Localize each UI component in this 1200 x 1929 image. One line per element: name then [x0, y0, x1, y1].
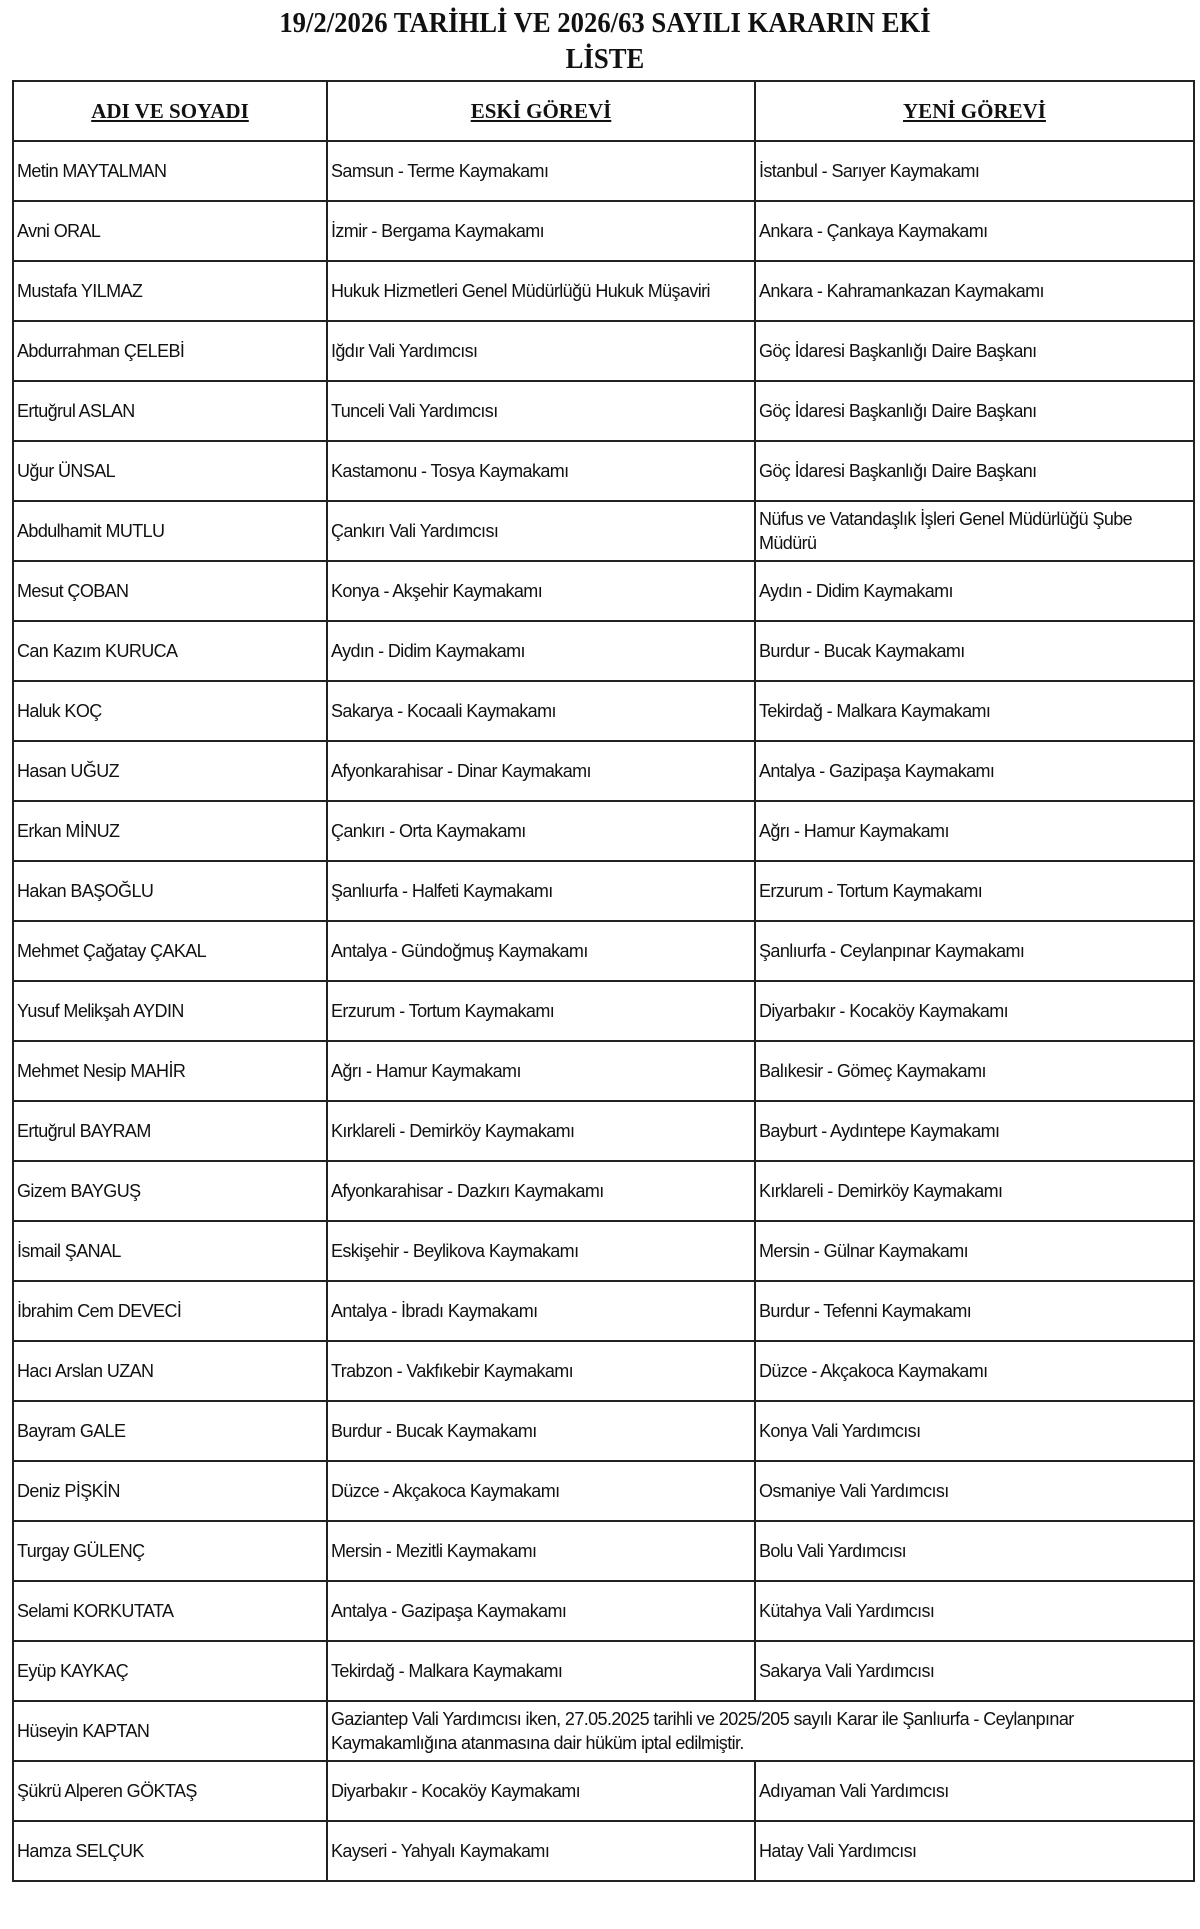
cell-new-position: Bayburt - Aydıntepe Kaymakamı — [755, 1101, 1194, 1161]
cell-name: Hasan UĞUZ — [13, 741, 327, 801]
cell-new-position: Göç İdaresi Başkanlığı Daire Başkanı — [755, 441, 1194, 501]
table-row — [13, 1521, 1194, 1581]
table-row — [13, 201, 1194, 261]
cell-old-position: Antalya - İbradı Kaymakamı — [327, 1281, 755, 1341]
appointment-table — [12, 80, 1195, 1882]
cell-name: Avni ORAL — [13, 201, 327, 261]
table-row — [13, 441, 1194, 501]
cell-name: Ertuğrul ASLAN — [13, 381, 327, 441]
cell-new-position: Düzce - Akçakoca Kaymakamı — [755, 1341, 1194, 1401]
table-row — [13, 321, 1194, 381]
cell-new-position: Ankara - Çankaya Kaymakamı — [755, 201, 1194, 261]
cell-new-position: Burdur - Bucak Kaymakamı — [755, 621, 1194, 681]
cell-name: Mesut ÇOBAN — [13, 561, 327, 621]
cell-name: Eyüp KAYKAÇ — [13, 1641, 327, 1701]
table-row — [13, 921, 1194, 981]
cell-name: Erkan MİNUZ — [13, 801, 327, 861]
header-new-position: YENİ GÖREVİ — [755, 81, 1194, 141]
cell-old-position: Erzurum - Tortum Kaymakamı — [327, 981, 755, 1041]
cell-name: Turgay GÜLENÇ — [13, 1521, 327, 1581]
cell-old-position: Konya - Akşehir Kaymakamı — [327, 561, 755, 621]
table-row — [13, 1161, 1194, 1221]
table-row — [13, 1581, 1194, 1641]
cell-name: İsmail ŞANAL — [13, 1221, 327, 1281]
cell-new-position: Hatay Vali Yardımcısı — [755, 1821, 1194, 1881]
table-row — [13, 621, 1194, 681]
cell-new-position: Mersin - Gülnar Kaymakamı — [755, 1221, 1194, 1281]
table-row — [13, 1641, 1194, 1701]
cell-old-position: İzmir - Bergama Kaymakamı — [327, 201, 755, 261]
cell-old-position: Eskişehir - Beylikova Kaymakamı — [327, 1221, 755, 1281]
table-row — [13, 501, 1194, 561]
cell-new-position: Burdur - Tefenni Kaymakamı — [755, 1281, 1194, 1341]
cell-name: Uğur ÜNSAL — [13, 441, 327, 501]
cell-old-position: Şanlıurfa - Halfeti Kaymakamı — [327, 861, 755, 921]
cell-name: Hüseyin KAPTAN — [13, 1701, 327, 1761]
cell-new-position: Aydın - Didim Kaymakamı — [755, 561, 1194, 621]
cell-name: İbrahim Cem DEVECİ — [13, 1281, 327, 1341]
table-row — [13, 381, 1194, 441]
cell-new-position: Nüfus ve Vatandaşlık İşleri Genel Müdürlüğü Şube Müdürü — [755, 501, 1194, 561]
cell-new-position: Ağrı - Hamur Kaymakamı — [755, 801, 1194, 861]
cell-new-position: Adıyaman Vali Yardımcısı — [755, 1761, 1194, 1821]
header-old-position: ESKİ GÖREVİ — [327, 81, 755, 141]
table-row — [13, 261, 1194, 321]
table-row — [13, 1701, 1194, 1761]
cell-name: Haluk KOÇ — [13, 681, 327, 741]
cell-new-position: Antalya - Gazipaşa Kaymakamı — [755, 741, 1194, 801]
cell-old-position: Hukuk Hizmetleri Genel Müdürlüğü Hukuk Müşaviri — [327, 261, 755, 321]
cell-name: Hakan BAŞOĞLU — [13, 861, 327, 921]
table-row — [13, 801, 1194, 861]
cell-new-position: İstanbul - Sarıyer Kaymakamı — [755, 141, 1194, 201]
cell-old-position: Tunceli Vali Yardımcısı — [327, 381, 755, 441]
cell-new-position: Erzurum - Tortum Kaymakamı — [755, 861, 1194, 921]
cell-old-position: Çankırı - Orta Kaymakamı — [327, 801, 755, 861]
cell-new-position: Tekirdağ - Malkara Kaymakamı — [755, 681, 1194, 741]
document-subtitle: LİSTE — [565, 43, 645, 75]
cell-new-position: Göç İdaresi Başkanlığı Daire Başkanı — [755, 321, 1194, 381]
document-title: 19/2/2026 TARİHLİ VE 2026/63 SAYILI KARARIN EKİ — [279, 7, 931, 39]
table-row — [13, 1761, 1194, 1821]
cell-old-position: Çankırı Vali Yardımcısı — [327, 501, 755, 561]
cell-new-position: Kırklareli - Demirköy Kaymakamı — [755, 1161, 1194, 1221]
cell-old-position: Kayseri - Yahyalı Kaymakamı — [327, 1821, 755, 1881]
cell-old-position: Kastamonu - Tosya Kaymakamı — [327, 441, 755, 501]
table-row — [13, 1401, 1194, 1461]
table-row — [13, 1101, 1194, 1161]
cell-name: Deniz PİŞKİN — [13, 1461, 327, 1521]
table-row — [13, 1461, 1194, 1521]
table-row — [13, 1821, 1194, 1881]
cell-old-position: Kırklareli - Demirköy Kaymakamı — [327, 1101, 755, 1161]
cell-old-position: Afyonkarahisar - Dinar Kaymakamı — [327, 741, 755, 801]
cell-new-position: Kütahya Vali Yardımcısı — [755, 1581, 1194, 1641]
cell-old-position: Ağrı - Hamur Kaymakamı — [327, 1041, 755, 1101]
cell-old-position: Aydın - Didim Kaymakamı — [327, 621, 755, 681]
table-row — [13, 1281, 1194, 1341]
table-row — [13, 1041, 1194, 1101]
table-row — [13, 741, 1194, 801]
cell-new-position: Osmaniye Vali Yardımcısı — [755, 1461, 1194, 1521]
cell-name: Gizem BAYGUŞ — [13, 1161, 327, 1221]
cell-old-position: Samsun - Terme Kaymakamı — [327, 141, 755, 201]
cell-note: Gaziantep Vali Yardımcısı iken, 27.05.2025 tarihli ve 2025/205 sayılı Karar ile Şanlıurfa - Ceylanpınar Kaymakamlığına atanmasına dair hüküm iptal edilmiştir. — [327, 1701, 1194, 1761]
cell-name: Selami KORKUTATA — [13, 1581, 327, 1641]
cell-name: Ertuğrul BAYRAM — [13, 1101, 327, 1161]
cell-old-position: Trabzon - Vakfıkebir Kaymakamı — [327, 1341, 755, 1401]
cell-new-position: Sakarya Vali Yardımcısı — [755, 1641, 1194, 1701]
cell-name: Yusuf Melikşah AYDIN — [13, 981, 327, 1041]
cell-old-position: Mersin - Mezitli Kaymakamı — [327, 1521, 755, 1581]
cell-new-position: Ankara - Kahramankazan Kaymakamı — [755, 261, 1194, 321]
cell-new-position: Balıkesir - Gömeç Kaymakamı — [755, 1041, 1194, 1101]
table-row — [13, 861, 1194, 921]
cell-name: Abdurrahman ÇELEBİ — [13, 321, 327, 381]
table-row — [13, 561, 1194, 621]
table-row — [13, 981, 1194, 1041]
table-row — [13, 681, 1194, 741]
cell-old-position: Iğdır Vali Yardımcısı — [327, 321, 755, 381]
table-row — [13, 1341, 1194, 1401]
cell-name: Metin MAYTALMAN — [13, 141, 327, 201]
cell-name: Mehmet Çağatay ÇAKAL — [13, 921, 327, 981]
cell-old-position: Düzce - Akçakoca Kaymakamı — [327, 1461, 755, 1521]
cell-old-position: Burdur - Bucak Kaymakamı — [327, 1401, 755, 1461]
cell-name: Bayram GALE — [13, 1401, 327, 1461]
table-header-row — [13, 81, 1194, 141]
header-name: ADI VE SOYADI — [13, 81, 327, 141]
cell-new-position: Göç İdaresi Başkanlığı Daire Başkanı — [755, 381, 1194, 441]
cell-old-position: Antalya - Gündoğmuş Kaymakamı — [327, 921, 755, 981]
table-row — [13, 141, 1194, 201]
cell-name: Mehmet Nesip MAHİR — [13, 1041, 327, 1101]
cell-name: Hacı Arslan UZAN — [13, 1341, 327, 1401]
cell-name: Can Kazım KURUCA — [13, 621, 327, 681]
cell-name: Abdulhamit MUTLU — [13, 501, 327, 561]
cell-old-position: Tekirdağ - Malkara Kaymakamı — [327, 1641, 755, 1701]
cell-new-position: Diyarbakır - Kocaköy Kaymakamı — [755, 981, 1194, 1041]
cell-new-position: Bolu Vali Yardımcısı — [755, 1521, 1194, 1581]
cell-old-position: Sakarya - Kocaali Kaymakamı — [327, 681, 755, 741]
table-row — [13, 1221, 1194, 1281]
cell-old-position: Afyonkarahisar - Dazkırı Kaymakamı — [327, 1161, 755, 1221]
cell-new-position: Şanlıurfa - Ceylanpınar Kaymakamı — [755, 921, 1194, 981]
cell-name: Hamza SELÇUK — [13, 1821, 327, 1881]
cell-new-position: Konya Vali Yardımcısı — [755, 1401, 1194, 1461]
cell-name: Şükrü Alperen GÖKTAŞ — [13, 1761, 327, 1821]
cell-old-position: Diyarbakır - Kocaköy Kaymakamı — [327, 1761, 755, 1821]
cell-name: Mustafa YILMAZ — [13, 261, 327, 321]
cell-old-position: Antalya - Gazipaşa Kaymakamı — [327, 1581, 755, 1641]
